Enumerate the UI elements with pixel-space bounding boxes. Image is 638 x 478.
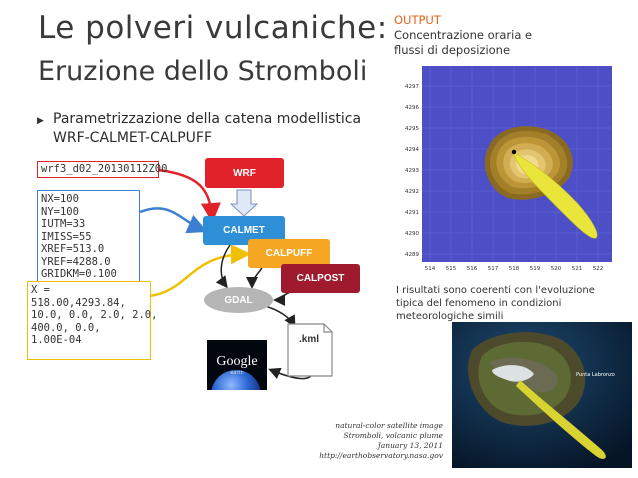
caption-link[interactable]: http://earthobservatory.nasa.gov (319, 451, 443, 460)
google-earth-subtext: earth (230, 370, 244, 376)
arrow-calmet-to-gdal (221, 245, 230, 286)
source-param-line: 10.0, 0.0, 2.0, 2.0, (31, 309, 158, 321)
map-x-tick-label: 518 (508, 266, 520, 272)
concentration-map (400, 64, 616, 276)
grid-param-line: XREF=513.0 (41, 243, 105, 255)
grid-param-line: YREF=4288.0 (41, 255, 111, 268)
kml-document-icon (286, 322, 334, 378)
calpost-box (281, 264, 360, 293)
grid-param-line: NX=100 (41, 193, 79, 205)
wrf-label: WRF (233, 167, 256, 179)
map-x-tick-label: 517 (487, 266, 499, 272)
bullet-text-line2: WRF-CALMET-CALPUFF (53, 130, 213, 146)
satellite-image (452, 322, 632, 468)
source-param-line: X = (31, 284, 50, 296)
map-x-tick-label: 515 (445, 266, 457, 272)
source-param-line: 400.0, 0.0, (31, 321, 101, 334)
google-earth-text: Google (216, 354, 258, 369)
map-y-tick-label: 4297 (405, 84, 419, 90)
map-y-tick-label: 4294 (405, 147, 419, 153)
source-param-line: 518.00,4293.84, (31, 296, 126, 309)
crater-marker (512, 150, 516, 154)
wrf-box (205, 158, 284, 188)
gdal-box (204, 287, 273, 313)
caption-line2: Stromboli, volcanic plume (343, 431, 443, 440)
kml-label: .kml (298, 334, 319, 345)
map-x-tick-label: 521 (571, 266, 583, 272)
map-y-tick-label: 4296 (405, 105, 419, 111)
wrf-file-name: wrf3_d02_20130112Z00 (41, 163, 168, 175)
wrf-file-box (37, 161, 168, 178)
caption-line3: January 13, 2011 (377, 441, 443, 450)
output-text-line2: flussi di deposizione (394, 43, 511, 57)
map-x-tick-label: 519 (529, 266, 541, 272)
map-x-tick-label: 520 (550, 266, 562, 272)
grid-param-line: GRIDKM=0.100 (41, 268, 117, 280)
grid-params-box (37, 190, 140, 282)
map-x-tick-label: 514 (424, 266, 436, 272)
bullet-arrow-icon: ▶ (37, 116, 44, 126)
source-params-box (27, 281, 158, 360)
map-y-tick-label: 4292 (405, 189, 419, 195)
arrow-calpuff-to-gdal (252, 268, 262, 286)
calmet-label: CALMET (223, 225, 265, 236)
map-y-tick-label: 4295 (405, 126, 419, 132)
bullet-text-line1: Parametrizzazione della catena modellistica (53, 111, 362, 127)
results-line1: I risultati sono coerenti con l'evoluzione (396, 285, 595, 296)
calpuff-label: CALPUFF (265, 248, 313, 259)
google-earth-logo (207, 340, 267, 390)
results-line3: meteorologiche simili (396, 311, 504, 322)
output-heading: OUTPUT (394, 13, 441, 27)
map-x-tick-label: 522 (592, 266, 604, 272)
map-y-tick-label: 4289 (405, 252, 419, 258)
satellite-scene (452, 322, 632, 468)
gdal-label: GDAL (224, 294, 253, 306)
calpost-label: CALPOST (296, 273, 345, 284)
map-y-tick-label: 4291 (405, 210, 419, 216)
map-y-tick-label: 4290 (405, 231, 419, 237)
grid-param-line: NY=100 (41, 205, 79, 218)
arrow-grid-to-calmet (140, 208, 203, 230)
grid-param-line: IUTM=33 (41, 218, 86, 230)
results-line2: tipica del fenomeno in condizioni (396, 298, 562, 309)
slide-title-line2: Eruzione dello Stromboli (38, 56, 368, 87)
grid-param-line: IMISS=55 (41, 230, 92, 243)
output-text-line1: Concentrazione oraria e (394, 28, 533, 42)
map-x-tick-label: 516 (466, 266, 478, 272)
slide-title-line1: Le polveri vulcaniche: (38, 10, 388, 46)
satellite-place-label: Punta Labronzo (576, 372, 615, 378)
caption-line1: natural-color satellite image (335, 421, 443, 430)
source-param-line: 1.00E-04 (31, 334, 82, 346)
map-y-tick-label: 4293 (405, 168, 419, 174)
arrow-wrf-to-calmet (231, 190, 257, 216)
